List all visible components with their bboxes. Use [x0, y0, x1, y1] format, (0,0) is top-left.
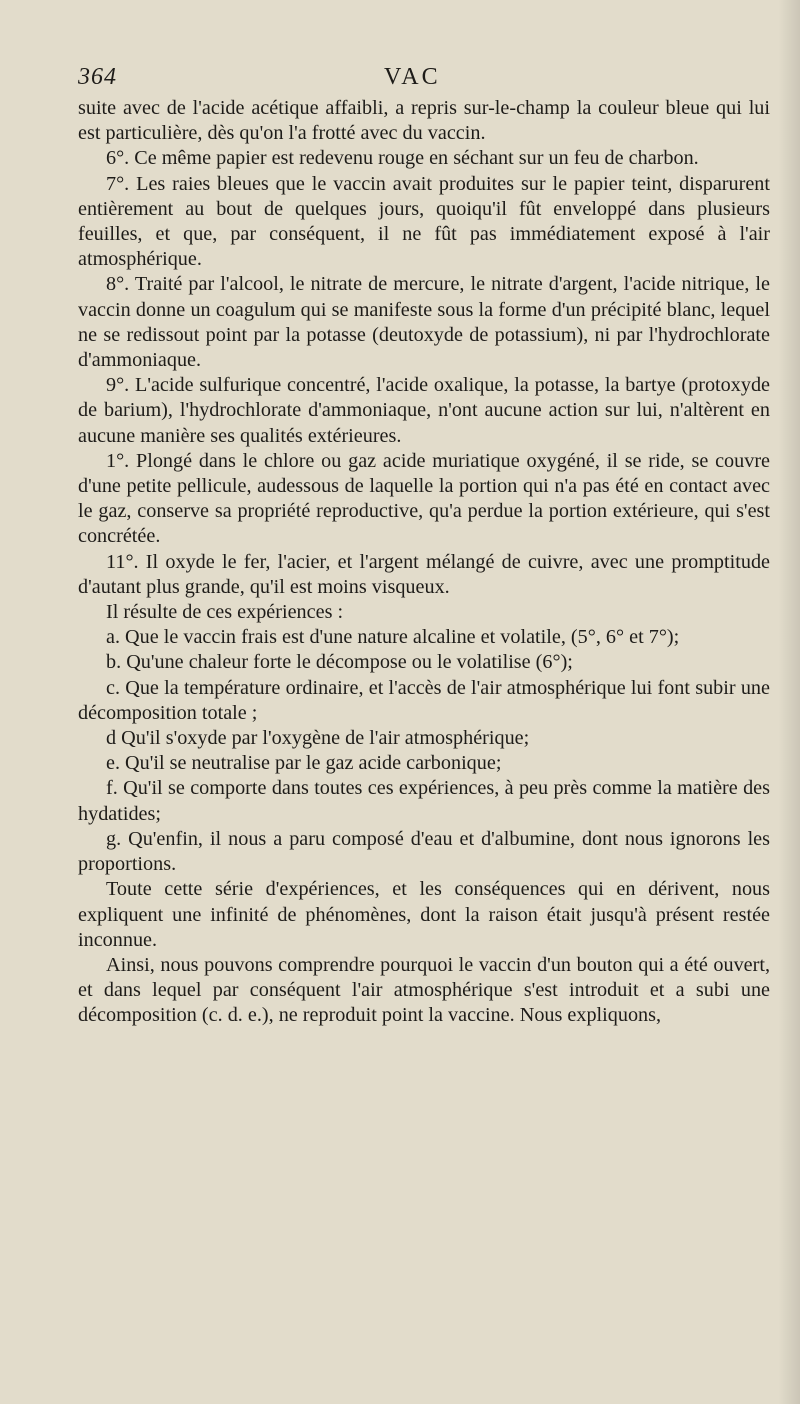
paragraph: suite avec de l'acide acétique affaibli, a repris sur-le-champ la couleur bleue qui lui est particulière, dès qu'on l'a frotté avec du vaccin.: [78, 97, 770, 145]
body-text: [78, 96, 770, 1029]
page-number: 364: [78, 64, 117, 90]
paragraph: Il résulte de ces expériences :: [106, 601, 344, 624]
paragraph: a. Que le vaccin frais est d'une nature alcaline et volatile, (5°, 6° et 7°);: [106, 626, 680, 649]
paragraph: Toute cette série d'expériences, et les conséquences qui en dérivent, nous expliquent une infinité de phénomènes, dont la raison était jusqu'à présent restée inconnue.: [78, 878, 770, 951]
paragraph: b. Qu'une chaleur forte le décompose ou le volatilise (6°);: [106, 651, 573, 674]
paragraph: 8°. Traité par l'alcool, le nitrate de mercure, le nitrate d'argent, l'acide nitrique, le vaccin donne un coagulum qui se manifeste sous la forme d'un précipité blanc, lequel ne se redissout point par la potasse (deutoxyde de potassium), ni par l'hydrochlorate d'ammoniaque.: [78, 273, 770, 372]
running-title: VAC: [384, 64, 441, 90]
paragraph: 1°. Plongé dans le chlore ou gaz acide muriatique oxygéné, il se ride, se couvre d'une petite pellicule, audessous de laquelle la portion qui n'a pas été en contact avec le gaz, conserve sa propriété reproductive, qu'a perdue la portion extérieure, qui s'est concrétée.: [78, 449, 770, 548]
paragraph: g. Qu'enfin, il nous a paru composé d'eau et d'albumine, dont nous ignorons les proportions.: [78, 827, 770, 876]
paragraph: 11°. Il oxyde le fer, l'acier, et l'argent mélangé de cuivre, avec une promptitude d'autant plus grande, qu'il est moins visqueux.: [78, 550, 770, 598]
paragraph: 7°. Les raies bleues que le vaccin avait produites sur le papier teint, disparurent entièrement au bout de quelques jours, quoiqu'il fût enveloppé dans plusieurs feuilles, et que, par conséquent, il ne fût pas immédiatement exposé à l'air atmosphérique.: [78, 172, 770, 271]
paragraph: Ainsi, nous pouvons comprendre pourquoi le vaccin d'un bouton qui a été ouvert, et dans lequel par conséquent l'air atmosphérique s'est introduit et a subi une décomposition (c. d. e.), ne reproduit point la vaccine. Nous expliquons,: [78, 953, 770, 1027]
paragraph: c. Que la température ordinaire, et l'accès de l'air atmosphérique lui font subir une décomposition totale ;: [78, 676, 770, 724]
paragraph: e. Qu'il se neutralise par le gaz acide carbonique;: [106, 752, 502, 775]
paragraph: f. Qu'il se comporte dans toutes ces expériences, à peu près comme la matière des hydatides;: [78, 777, 770, 825]
running-head: [78, 64, 770, 94]
paragraph: 9°. L'acide sulfurique concentré, l'acide oxalique, la potasse, la bartye (protoxyde de barium), l'hydrochlorate d'ammoniaque, n'ont aucune action sur lui, n'altèrent en aucune manière ses qualités extérieures.: [78, 374, 770, 447]
paragraph: d Qu'il s'oxyde par l'oxygène de l'air atmosphérique;: [106, 727, 530, 750]
paragraph: 6°. Ce même papier est redevenu rouge en séchant sur un feu de charbon.: [106, 147, 699, 170]
